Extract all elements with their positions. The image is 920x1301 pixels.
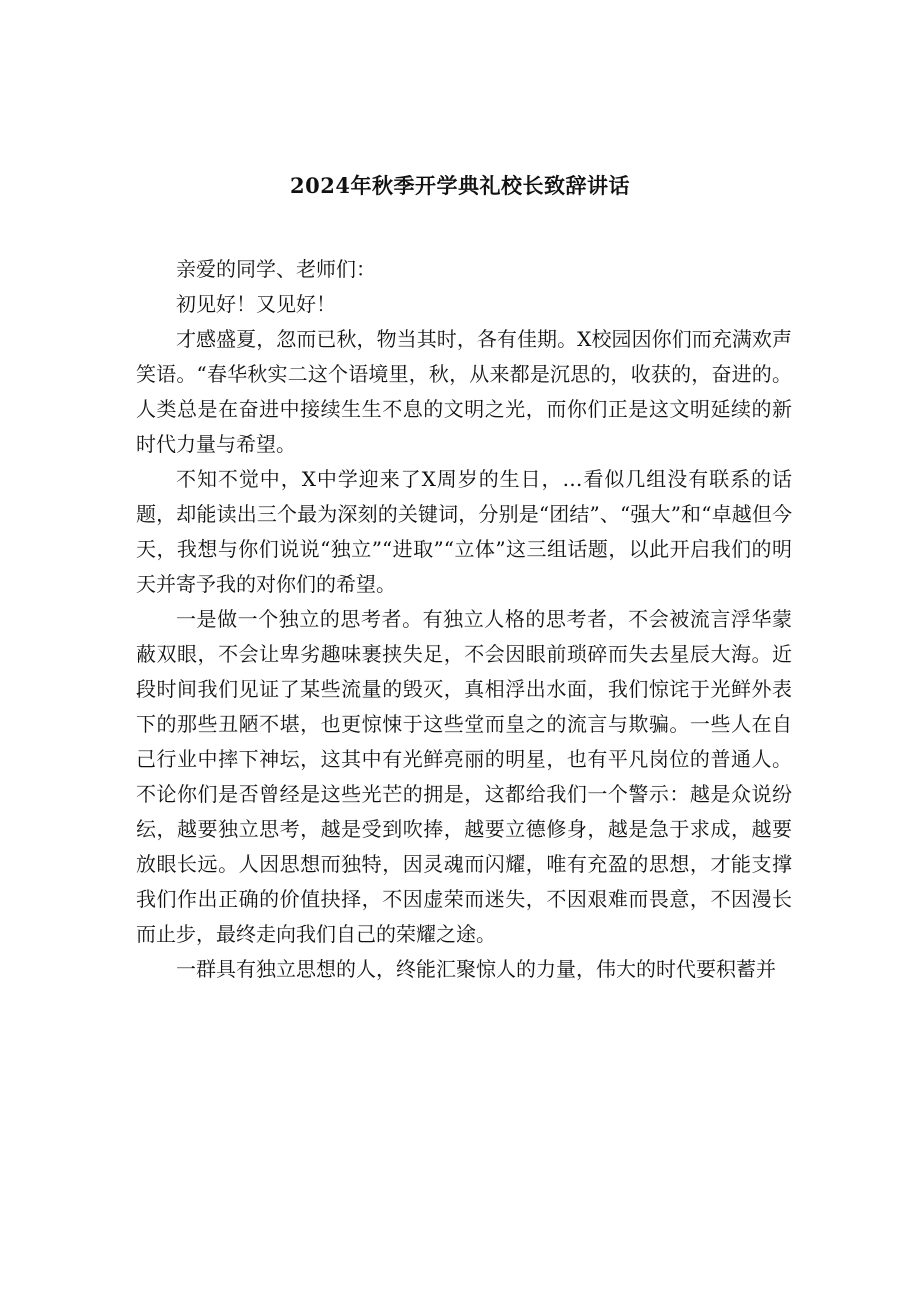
paragraph-continuation: 一群具有独立思想的人，终能汇聚惊人的力量，伟大的时代要积蓄并 xyxy=(176,957,776,981)
document-body xyxy=(136,252,792,987)
document-title: 2024年秋季开学典礼校长致辞讲话 xyxy=(290,173,630,198)
paragraph-keywords: 不知不觉中，X中学迎来了X周岁的生日，…看似几组没有联系的话题，却能读出三个最为深刻的关键词，分别是“团结”、“强大”和“卓越但今天，我想与你们说说“独立”“进取”“立体”这三组话题，以此开启我们的明天并寄予我的对你们的希望。 xyxy=(136,467,792,596)
paragraph-independent-thinker: 一是做一个独立的思考者。有独立人格的思考者，不会被流言浮华蒙蔽双眼，不会让卑劣趣味裹挟失足，不会因眼前琐碎而失去星辰大海。近段时间我们见证了某些流量的毁灭，真相浮出水面，我们惊诧于光鲜外表下的那些丑陋不堪，也更惊悚于这些堂而皇之的流言与欺骗。一些人在自己行业中摔下神坛，这其中有光鲜亮丽的明星，也有平凡岗位的普通人。不论你们是否曾经是这些光芒的拥是，这都给我们一个警示：越是众说纷纭，越要独立思考，越是受到吹捧，越要立德修身，越是急于求成，越要放眼长远。人因思想而独特，因灵魂而闪耀，唯有充盈的思想，才能支撑我们作出正确的价值抉择，不因虚荣而迷失，不因艰难而畏意，不因漫长而止步，最终走向我们自己的荣耀之途。 xyxy=(136,607,792,946)
paragraph-greeting: 亲爱的同学、老师们： xyxy=(176,257,376,281)
paragraph-salutation: 初见好！又见好！ xyxy=(176,292,336,316)
paragraph-intro: 才感盛夏，忽而已秋，物当其时，各有佳期。X校园因你们而充满欢声笑语。“春华秋实二这个语境里，秋，从来都是沉思的，收获的，奋进的。人类总是在奋进中接续生生不息的文明之光，而你们正是这文明延续的新时代力量与希望。 xyxy=(136,327,792,456)
